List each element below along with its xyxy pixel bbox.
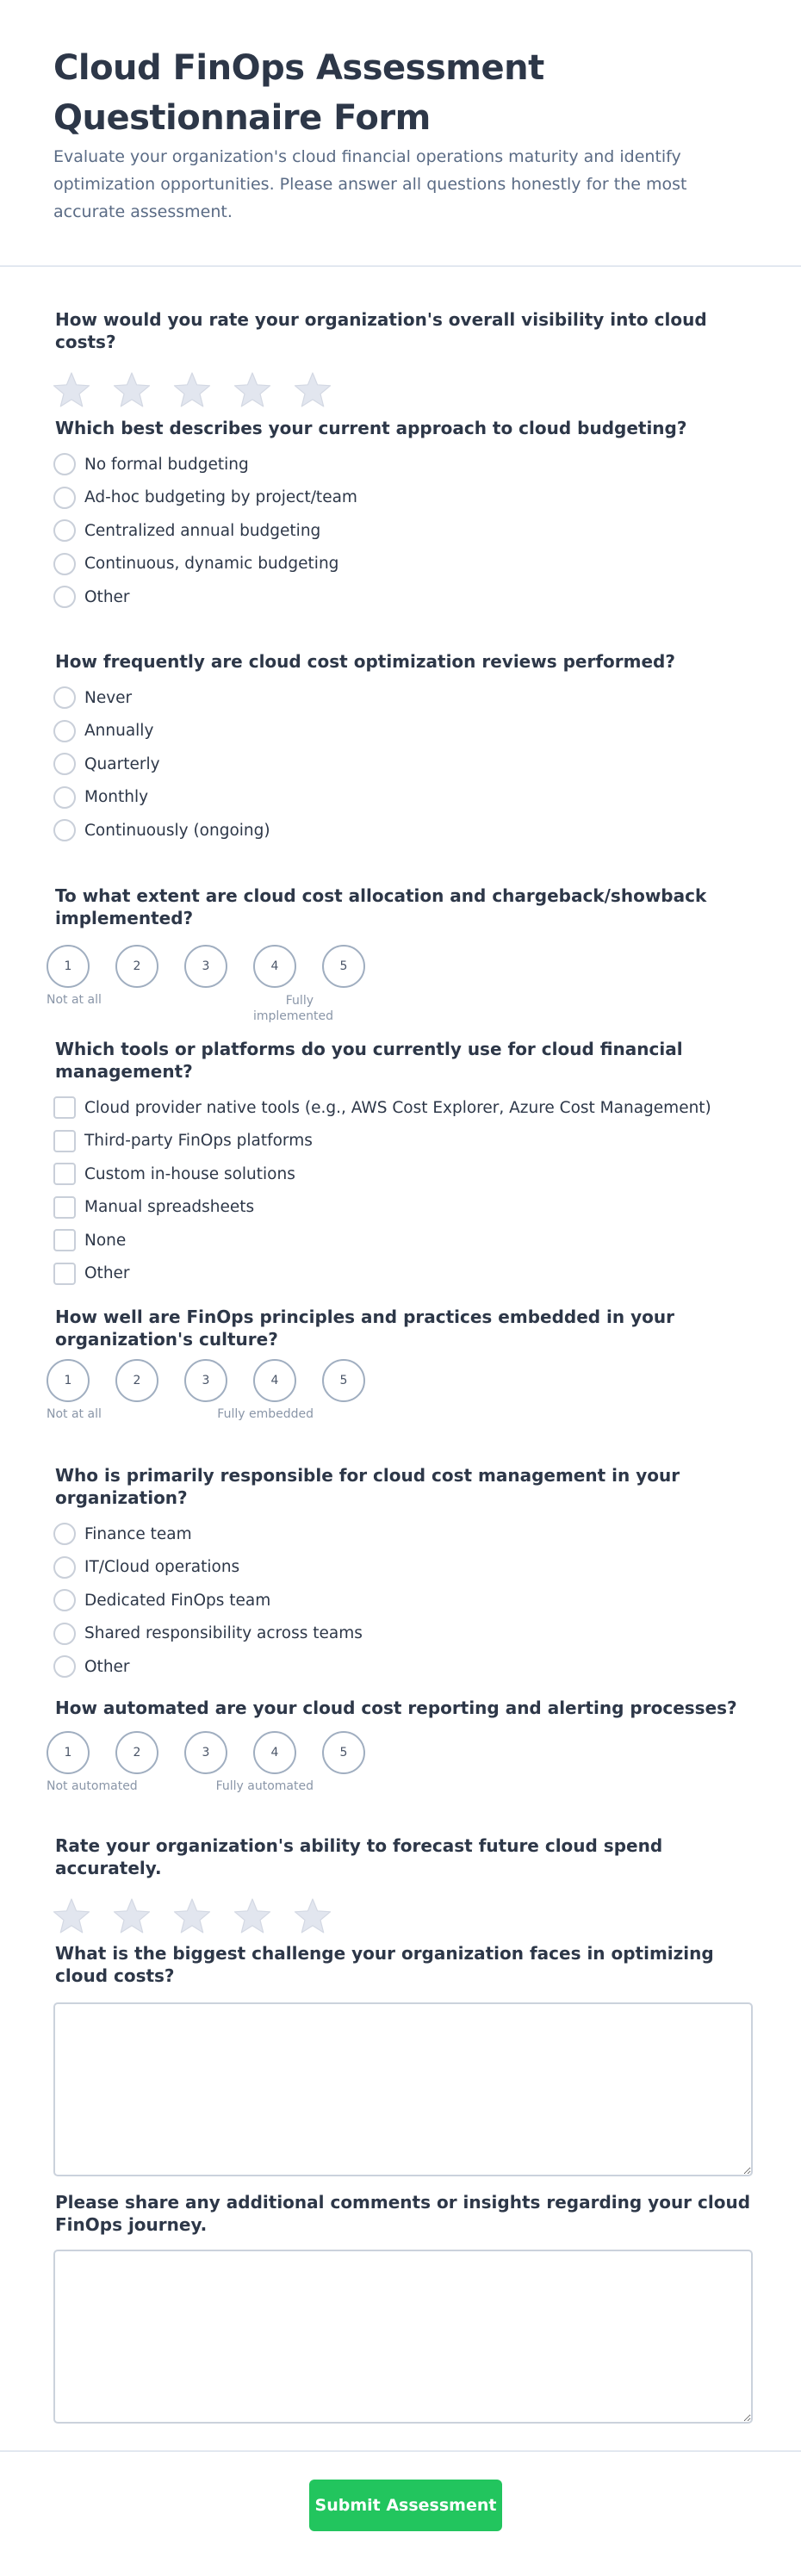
radio-button[interactable]: [53, 819, 76, 841]
question-label: How well are FinOps principles and practices embedded in your organization's culture?: [55, 1307, 674, 1350]
question-finops-culture: [47, 1306, 753, 1442]
checkbox[interactable]: [53, 1196, 76, 1219]
option-label: Shared responsibility across teams: [84, 1624, 363, 1643]
option-label: Finance team: [84, 1524, 192, 1543]
radio-button[interactable]: [53, 453, 76, 475]
scale-max-label: Fully automated: [215, 1779, 314, 1793]
radio-button[interactable]: [53, 1589, 76, 1611]
radio-group: [55, 681, 753, 847]
checkbox-option[interactable]: [55, 1125, 753, 1158]
option-label: None: [84, 1231, 127, 1250]
question-additional-comments: [55, 2191, 753, 2424]
option-label: Centralized annual budgeting: [84, 521, 321, 540]
radio-option[interactable]: [55, 715, 753, 748]
star-rating: [52, 1896, 753, 1936]
radio-button[interactable]: [53, 1523, 76, 1545]
question-label: How frequently are cloud cost optimization reviews performed?: [55, 651, 675, 672]
star-icon[interactable]: [172, 1896, 212, 1936]
scale-option[interactable]: 4: [253, 1359, 296, 1402]
star-icon[interactable]: [52, 370, 91, 410]
scale-option[interactable]: 1: [47, 1359, 90, 1402]
radio-option[interactable]: [55, 1650, 753, 1684]
radio-button[interactable]: [53, 753, 76, 775]
option-label: Monthly: [84, 788, 149, 807]
star-icon[interactable]: [293, 1896, 332, 1936]
checkbox[interactable]: [53, 1229, 76, 1251]
option-label: No formal budgeting: [84, 455, 249, 474]
scale-option[interactable]: 2: [115, 945, 158, 988]
submit-button[interactable]: Submit Assessment: [309, 2480, 502, 2531]
question-review-frequency: [55, 650, 753, 847]
radio-button[interactable]: [53, 786, 76, 809]
question-label: Which tools or platforms do you currently use for cloud financial management?: [55, 1039, 683, 1082]
scale-group: [47, 1359, 753, 1402]
option-label: IT/Cloud operations: [84, 1558, 240, 1577]
checkbox[interactable]: [53, 1163, 76, 1185]
scale-option[interactable]: 3: [184, 1359, 227, 1402]
option-label: Annually: [84, 722, 154, 741]
question-label: How would you rate your organization's overall visibility into cloud costs?: [55, 309, 707, 352]
form-description: Evaluate your organization's cloud financial operations maturity and identify optimization opportunities. Please answer all questions honestly for the most accurate assessment.: [53, 147, 687, 221]
radio-option[interactable]: [55, 781, 753, 815]
scale-labels: [47, 993, 753, 1027]
radio-option[interactable]: [55, 548, 753, 581]
scale-min-label: Not automated: [47, 1779, 138, 1793]
radio-button[interactable]: [53, 1655, 76, 1678]
option-label: Other: [84, 587, 130, 606]
question-cost-allocation: [47, 885, 753, 1027]
checkbox-option[interactable]: [55, 1257, 753, 1291]
radio-button[interactable]: [53, 686, 76, 709]
scale-option[interactable]: 1: [47, 945, 90, 988]
radio-button[interactable]: [53, 487, 76, 509]
radio-option[interactable]: [55, 814, 753, 847]
star-icon[interactable]: [293, 370, 332, 410]
scale-min-label: Not at all: [47, 993, 102, 1007]
question-label: To what extent are cloud cost allocation and chargeback/showback implemented?: [55, 885, 707, 928]
radio-button[interactable]: [53, 1556, 76, 1579]
scale-option[interactable]: 2: [115, 1359, 158, 1402]
question-label: What is the biggest challenge your organization faces in optimizing cloud costs?: [55, 1943, 714, 1986]
question-forecasting: [55, 1834, 753, 1936]
star-icon[interactable]: [52, 1896, 91, 1936]
radio-button[interactable]: [53, 1623, 76, 1645]
question-cost-visibility: [55, 308, 753, 410]
checkbox[interactable]: [53, 1130, 76, 1152]
scale-option[interactable]: 2: [115, 1731, 158, 1774]
form-footer: [0, 2450, 801, 2576]
scale-option[interactable]: 3: [184, 945, 227, 988]
radio-group: [55, 1518, 753, 1684]
scale-group: [47, 1731, 753, 1774]
radio-option[interactable]: [55, 448, 753, 481]
scale-labels: [47, 1407, 753, 1442]
question-automation: [47, 1697, 753, 1814]
scale-group: [47, 945, 753, 988]
scale-max-label: Fully embedded: [217, 1407, 314, 1421]
question-biggest-challenge: [55, 1942, 753, 2176]
radio-option[interactable]: [55, 1551, 753, 1585]
question-label: How automated are your cloud cost reporting and alerting processes?: [55, 1698, 737, 1718]
option-label: Continuously (ongoing): [84, 821, 270, 840]
option-label: Manual spreadsheets: [84, 1198, 255, 1217]
radio-button[interactable]: [53, 720, 76, 742]
radio-button[interactable]: [53, 553, 76, 575]
question-label: Rate your organization's ability to forecast future cloud spend accurately.: [55, 1835, 663, 1878]
checkbox[interactable]: [53, 1096, 76, 1119]
option-label: Never: [84, 688, 133, 707]
checkbox-option[interactable]: [55, 1191, 753, 1225]
option-label: Cloud provider native tools (e.g., AWS Cost Explorer, Azure Cost Management): [84, 1098, 711, 1117]
checkbox-option[interactable]: [55, 1158, 753, 1191]
question-responsibility: [55, 1464, 753, 1684]
checkbox-option[interactable]: [55, 1091, 753, 1125]
radio-option[interactable]: [55, 1584, 753, 1617]
comments-textarea[interactable]: [53, 2250, 753, 2424]
radio-option[interactable]: [55, 481, 753, 515]
option-label: Dedicated FinOps team: [84, 1591, 271, 1610]
option-label: Other: [84, 1657, 130, 1676]
star-icon[interactable]: [233, 370, 272, 410]
scale-option[interactable]: 5: [322, 1359, 365, 1402]
radio-button[interactable]: [53, 586, 76, 608]
question-label: Please share any additional comments or insights regarding your cloud FinOps journey.: [55, 2192, 751, 2235]
radio-option[interactable]: [55, 681, 753, 715]
star-icon[interactable]: [112, 1896, 152, 1936]
option-label: Third-party FinOps platforms: [84, 1132, 313, 1151]
checkbox-option[interactable]: [55, 1224, 753, 1257]
scale-option[interactable]: 3: [184, 1731, 227, 1774]
star-icon[interactable]: [233, 1896, 272, 1936]
form-title: Cloud FinOps Assessment Questionnaire Form: [53, 48, 544, 138]
star-icon[interactable]: [172, 370, 212, 410]
scale-option[interactable]: 4: [253, 1731, 296, 1774]
scale-option[interactable]: 4: [253, 945, 296, 988]
radio-option[interactable]: [55, 748, 753, 781]
checkbox[interactable]: [53, 1263, 76, 1285]
question-tools-platforms: [55, 1038, 753, 1290]
radio-option[interactable]: [55, 1518, 753, 1551]
option-label: Ad-hoc budgeting by project/team: [84, 488, 357, 507]
radio-button[interactable]: [53, 519, 76, 542]
star-rating: [52, 370, 753, 410]
scale-min-label: Not at all: [47, 1407, 102, 1421]
question-label: Which best describes your current approach to cloud budgeting?: [55, 418, 687, 438]
scale-option[interactable]: 1: [47, 1731, 90, 1774]
scale-labels: [47, 1779, 753, 1814]
radio-option[interactable]: [55, 580, 753, 614]
scale-option[interactable]: 5: [322, 945, 365, 988]
form-header: [0, 0, 801, 267]
radio-option[interactable]: [55, 514, 753, 548]
option-label: Custom in-house solutions: [84, 1164, 295, 1183]
option-label: Continuous, dynamic budgeting: [84, 555, 339, 574]
checkbox-group: [55, 1091, 753, 1290]
question-budgeting-approach: [55, 417, 753, 614]
challenge-textarea[interactable]: [53, 2002, 753, 2176]
radio-option[interactable]: [55, 1617, 753, 1651]
option-label: Other: [84, 1264, 130, 1283]
star-icon[interactable]: [112, 370, 152, 410]
scale-max-label: Fully implemented: [253, 994, 334, 1023]
scale-option[interactable]: 5: [322, 1731, 365, 1774]
question-label: Who is primarily responsible for cloud cost management in your organization?: [55, 1465, 680, 1508]
radio-group: [55, 448, 753, 614]
option-label: Quarterly: [84, 754, 160, 773]
